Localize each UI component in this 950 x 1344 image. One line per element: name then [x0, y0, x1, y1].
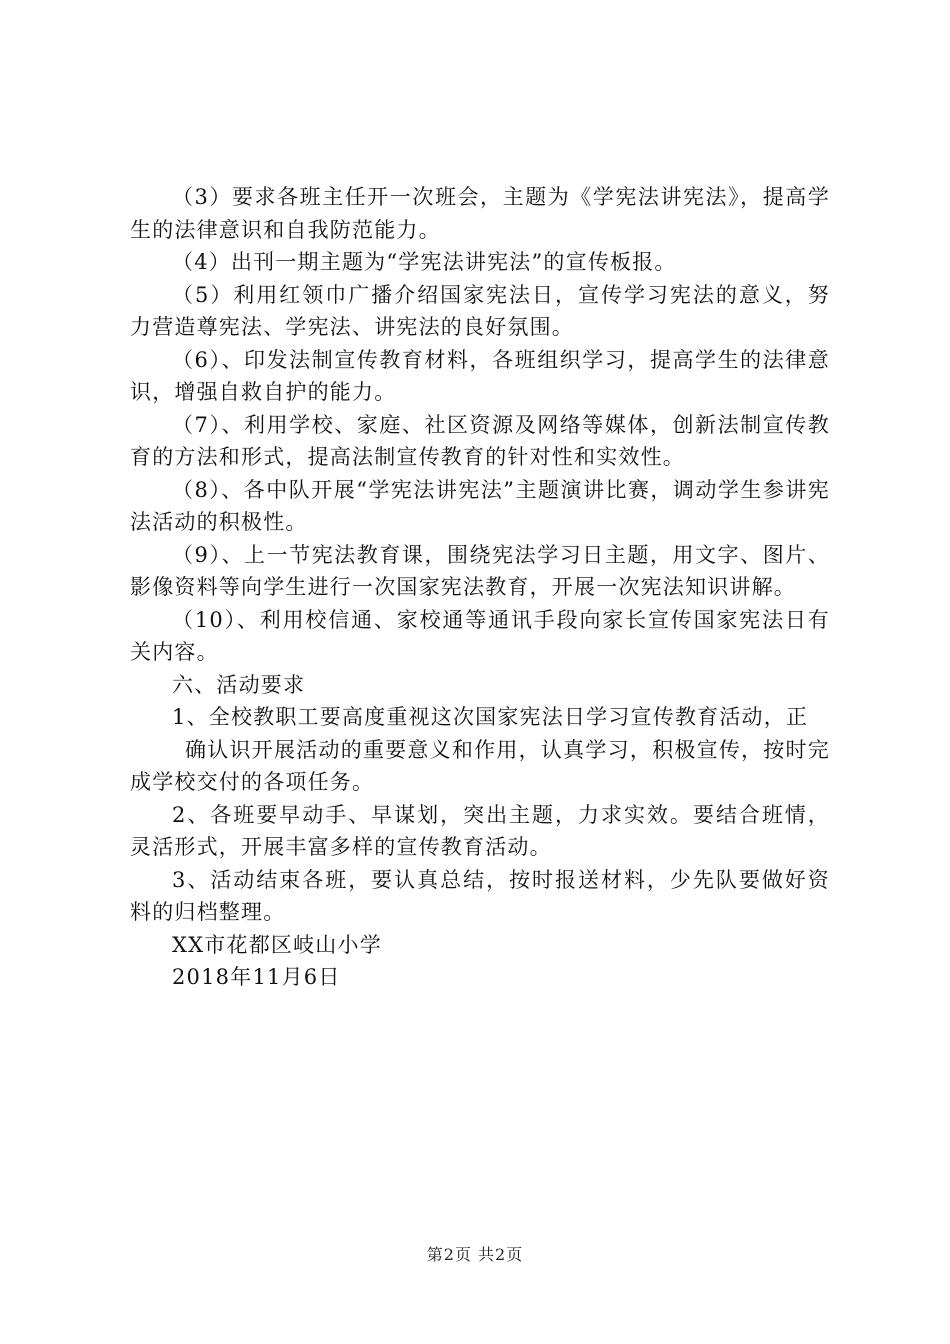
- paragraph-item-5: （5）利用红领巾广播介绍国家宪法日，宣传学习宪法的意义，努力营造尊宪法、学宪法、讲宪法的良好氛围。: [130, 282, 830, 339]
- requirement-3: 3、活动结束各班，要认真总结，按时报送材料，少先队要做好资料的归档整理。: [130, 867, 830, 924]
- paragraph-item-6: （6）、印发法制宣传教育材料，各班组织学习，提高学生的法律意识，增强自救自护的能力。: [130, 347, 830, 404]
- paragraph-item-4: （4）出刊一期主题为“学宪法讲宪法”的宣传板报。: [172, 250, 677, 274]
- document-body: [130, 181, 830, 994]
- requirement-1-continuation: 确认识开展活动的重要意义和作用，认真学习，积极宣传，按时完成学校交付的各项任务。: [130, 737, 830, 794]
- paragraph-item-8: （8）、各中队开展“学宪法讲宪法”主题演讲比赛，调动学生参讲宪法活动的积极性。: [130, 477, 830, 534]
- requirement-2: 2、各班要早动手、早谋划，突出主题，力求实效。要结合班情，灵活形式，开展丰富多样的宣传教育活动。: [130, 802, 830, 859]
- paragraph-item-9: （9）、上一节宪法教育课，围绕宪法学习日主题，用文字、图片、影像资料等向学生进行一次国家宪法教育，开展一次宪法知识讲解。: [130, 542, 830, 599]
- section-heading: 六、活动要求: [172, 672, 306, 697]
- page-footer: 第2页 共2页: [426, 1245, 524, 1264]
- signature-date: 2018年11月6日: [172, 965, 341, 989]
- paragraph-item-3: （3）要求各班主任开一次班会，主题为《学宪法讲宪法》，提高学生的法律意识和自我防范能力。: [130, 185, 830, 242]
- paragraph-item-7: （7）、利用学校、家庭、社区资源及网络等媒体，创新法制宣传教育的方法和形式，提高法制宣传教育的针对性和实效性。: [130, 412, 830, 469]
- paragraph-item-10: （10）、利用校信通、家校通等通讯手段向家长宣传国家宪法日有关内容。: [130, 607, 830, 664]
- signature-organization: XX市花都区岐山小学: [172, 932, 382, 957]
- requirement-1: 1、全校教职工要高度重视这次国家宪法日学习宣传教育活动，正: [172, 705, 809, 729]
